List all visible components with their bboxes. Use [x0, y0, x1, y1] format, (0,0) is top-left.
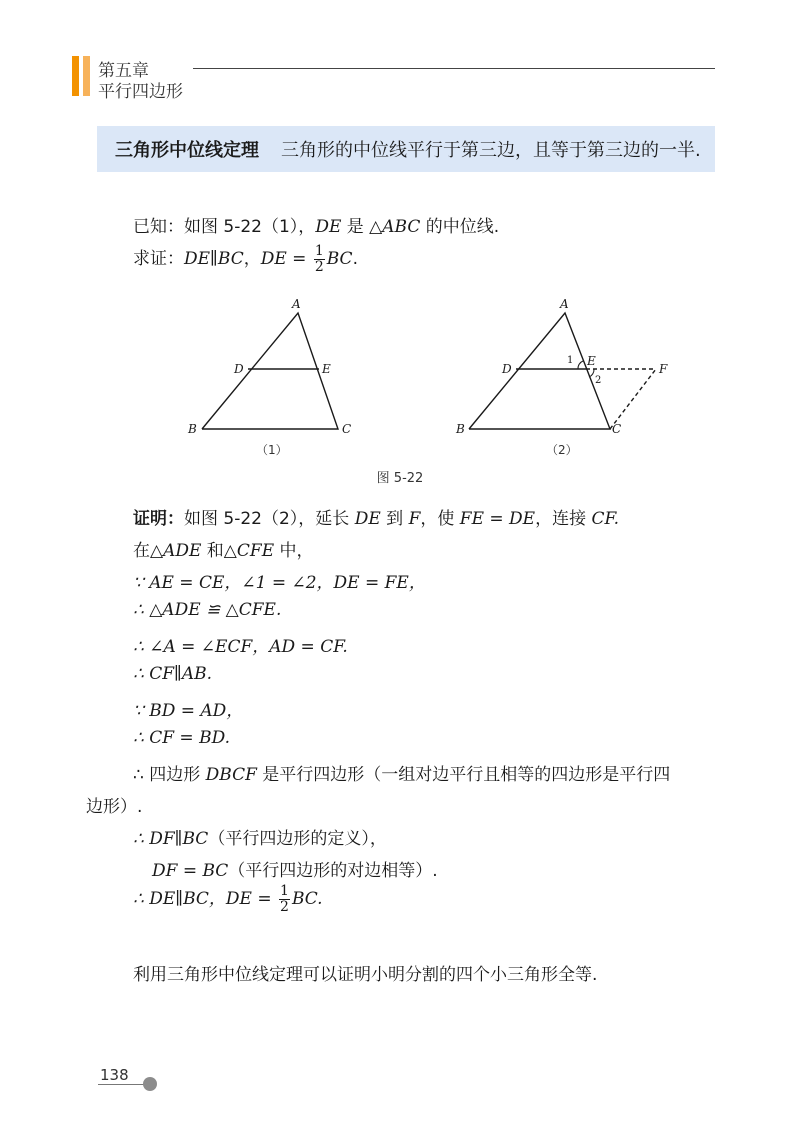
triangle-abc-left — [202, 313, 338, 429]
chapter-title: 平行四边形 — [98, 82, 183, 102]
subfigure-label-1: （1） — [256, 443, 288, 457]
theorem-statement: 三角形的中位线平行于第三边，且等于第三边的一半. — [281, 140, 701, 161]
angle-2-label: 2 — [595, 375, 602, 386]
given-line: 已知：如图 5-22（1），DE 是 △ABC 的中位线. — [133, 217, 500, 237]
theorem-box — [97, 126, 715, 172]
proof-line-8-cont: 边形）. — [86, 797, 143, 817]
fraction-half-conclusion: $\frac{1}{2}$ — [280, 883, 289, 915]
proof-line-9: ∴ DF∥BC（平行四边形的定义）， — [133, 829, 387, 849]
label-c-right: C — [612, 422, 622, 436]
label-b-right: B — [456, 422, 465, 436]
header-rule — [193, 68, 715, 69]
label-e-left: E — [322, 362, 331, 376]
label-a-right: A — [560, 297, 569, 311]
header-accent-bar — [72, 56, 79, 96]
label-d-right: D — [502, 362, 512, 376]
proof-line-5: ∴ CF∥AB. — [133, 664, 213, 684]
angle-1-label: 1 — [567, 355, 574, 366]
label-a-left: A — [292, 297, 301, 311]
angle-1-arc — [578, 361, 583, 369]
proof-line-11: ∴ DE∥BC，DE = $\frac{1}{2}$ BC. — [133, 883, 323, 915]
figure-caption: 图 5-22 — [376, 471, 424, 486]
header-accent-bar-light — [83, 56, 90, 96]
chapter-label: 第五章 — [98, 61, 149, 81]
segment-cf-dashed — [610, 369, 656, 429]
theorem-name: 三角形中位线定理 — [115, 140, 259, 161]
proof-line-4: ∴ ∠A = ∠ECF，AD = CF. — [133, 637, 348, 657]
label-d-left: D — [234, 362, 244, 376]
fraction-half: $\frac{1}{2}$ — [314, 243, 324, 275]
label-f-right: F — [659, 362, 668, 376]
proof-line-3: ∴ △ADE ≌ △CFE. — [133, 600, 282, 620]
figure-5-22 — [180, 292, 680, 462]
triangle-abc-right — [469, 313, 610, 429]
proof-line-2: ∵ AE = CE，∠1 = ∠2，DE = FE， — [133, 573, 426, 593]
proof-line-7: ∴ CF = BD. — [133, 728, 230, 748]
proof-line-6: ∵ BD = AD， — [133, 701, 244, 721]
proof-intro: 证明：如图 5-22（2），延长 DE 到 F，使 FE = DE，连接 CF. — [133, 509, 620, 529]
page-number-rule — [98, 1084, 144, 1085]
subfigure-label-2: （2） — [546, 443, 578, 457]
proof-title: 证明： — [133, 509, 184, 529]
label-e-right: E — [587, 354, 596, 368]
closing-remark: 利用三角形中位线定理可以证明小明分割的四个小三角形全等. — [133, 965, 598, 985]
proof-line-10: DF = BC（平行四边形的对边相等）. — [152, 861, 438, 881]
page-number: 138 — [100, 1066, 129, 1084]
proof-line-8: ∴ 四边形 DBCF 是平行四边形（一组对边平行且相等的四边形是平行四 — [133, 765, 671, 785]
page-number-dot — [143, 1077, 157, 1091]
proof-line-1: 在△ADE 和△CFE 中， — [133, 541, 314, 561]
label-b-left: B — [188, 422, 197, 436]
prove-line: 求证：DE∥BC，DE = $\frac{1}{2}$ BC. — [133, 243, 358, 275]
label-c-left: C — [342, 422, 352, 436]
